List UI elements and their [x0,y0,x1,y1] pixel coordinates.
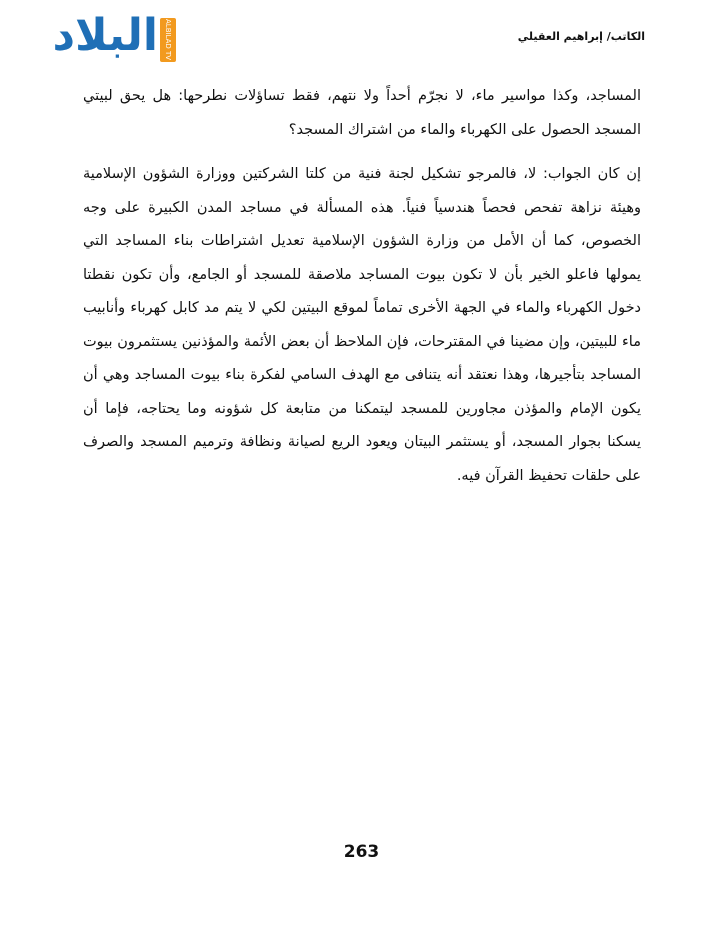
author-line: الكاتب/ إبراهيم العقيلي [517,30,645,43]
albilad-logo [48,10,178,64]
logo-tv-bar [160,18,176,62]
paragraph-2: إن كان الجواب: لا، فالمرجو تشكيل لجنة فنية من كلتا الشركتين ووزارة الشؤون الإسلامية وهيئة نزاهة تفحص فحصاً هندسياً فنياً. هذه المسألة في مساجد المدن الكبيرة على وجه الخصوص، كما أن الأمل من وزارة الشؤون الإسلامية تعديل اشتراطات بناء المساجد التي يمولها فاعلو الخير بأن لا تكون بيوت المساجد ملاصقة للمسجد أو الجامع، وأن تكون نقطتا دخول الكهرباء والماء في الجهة الأخرى تماماً لموقع البيتين لكي لا يتم مد كابل كهرباء وأنابيب ماء للبيتين، وإن مضينا في المقترحات، فإن الملاحظ أن بعض الأئمة والمؤذنين يستثمرون بيوت المساجد بتأجيرها، وهذا نعتقد أنه يتنافى مع الهدف السامي لفكرة بناء بيوت المساجد وهي أن يكون الإمام والمؤذن مجاورين للمسجد ليتمكنا من متابعة كل شؤونه وما يحتاجه، فإما أن يسكنا بجوار المسجد، أو يستثمر البيتان ويعود الريع لصيانة ونظافة وترميم المسجد والصرف على حلقات تحفيظ القرآن فيه. [83,166,641,484]
paragraph-1: المساجد، وكذا مواسير ماء، لا نجرّم أحداً ولا نتهم، فقط تساؤلات نطرحها: هل يحق لبيتي المسجد الحصول على الكهرباء والماء من اشتراك المسجد؟ [83,88,641,138]
page-number: 263 [343,842,380,862]
article-body [83,80,641,504]
logo-tv-label: ALBILAD TV [164,19,172,61]
logo-wordmark: البلاد [52,10,158,61]
